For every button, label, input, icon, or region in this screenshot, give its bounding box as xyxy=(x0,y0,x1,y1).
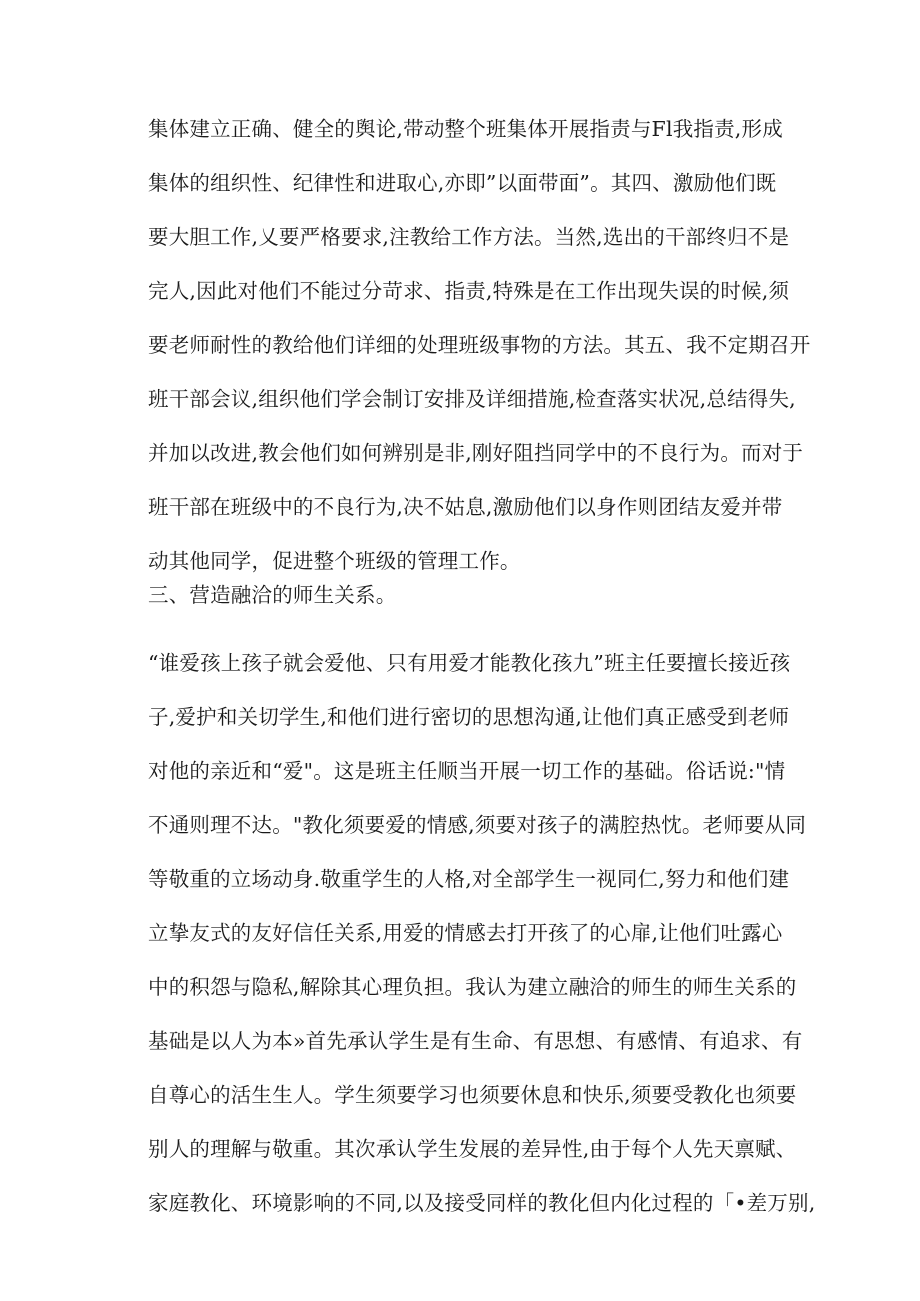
section-heading xyxy=(148,568,788,622)
text-line: 家庭教化、环境影响的不同,以及接受同样的教化但内化过程的「•差万别, xyxy=(148,1191,816,1215)
text-line: 自尊心的活生生人。学生须要学习也须要休息和快乐,须要受教化也须要 xyxy=(148,1083,797,1107)
text-line: 子,爱护和关切学生,和他们进行密切的思想沟通,让他们真正感受到老师 xyxy=(148,705,790,729)
paragraph-class-cadres xyxy=(148,102,811,588)
text-line: 完人,因此对他们不能过分苛求、指责,特殊是在工作出现失误的时候,须 xyxy=(148,279,790,303)
text-line: 要老师耐性的教给他们详细的处理班级事物的方法。其五、我不定期召开 xyxy=(148,333,811,357)
text-line: 并加以改进,教会他们如何辨别是非,刚好阻挡同学中的不良行为。而对于 xyxy=(148,441,804,465)
text-line: 集体的组织性、纪律性和进取心,亦即”以面带面”。其四、激励他们既 xyxy=(148,171,777,195)
text-line: 基础是以人为本»首先承认学生是有生命、有思想、有感情、有追求、有 xyxy=(148,1029,803,1053)
text-line: “谁爱孩上孩子就会爱他、只有用爱才能教化孩九”班主任要擅长接近孩 xyxy=(148,651,791,675)
text-line: 立挚友式的友好信任关系,用爱的情感去打开孩了的心扉,让他们吐露心 xyxy=(148,921,783,945)
text-line: 等敬重的立场动身.敬重学生的人格,对全部学生一视同仁,努力和他们建 xyxy=(148,867,790,891)
text-line: 班干部会议,组织他们学会制订安排及详细措施,检查落实状况,总结得失, xyxy=(148,387,796,411)
heading-line: 三、营造融洽的师生关系。 xyxy=(148,583,397,607)
paragraph-teacher-student-relationship xyxy=(148,636,816,1230)
text-line: 中的积怨与隐私,解除其心理负担。我认为建立融洽的师生的师生关系的 xyxy=(148,975,797,999)
text-line: 对他的亲近和“爱"。这是班主任顺当开展一切工作的基础。俗话说:"情 xyxy=(148,759,786,783)
text-line: 动其他同学，促进整个班级的管理工作。 xyxy=(148,549,521,573)
text-line: 集体建立正确、健全的舆论,带动整个班集体开展指责与Fl我指责,形成 xyxy=(148,117,783,141)
text-line: 不通则理不达。"教化须要爱的情感,须要对孩子的满腔热忱。老师要从同 xyxy=(148,813,807,837)
text-line: 要大胆工作,乂要严格要求,注教给工作方法。当然,选出的干部终归不是 xyxy=(148,225,790,249)
text-line: 别人的理解与敬重。其次承认学生发展的差异性,由于每个人先天禀赋、 xyxy=(148,1137,797,1161)
text-line: 班干部在班级中的不良行为,决不姑息,激励他们以身作则团结友爱并带 xyxy=(148,495,783,519)
